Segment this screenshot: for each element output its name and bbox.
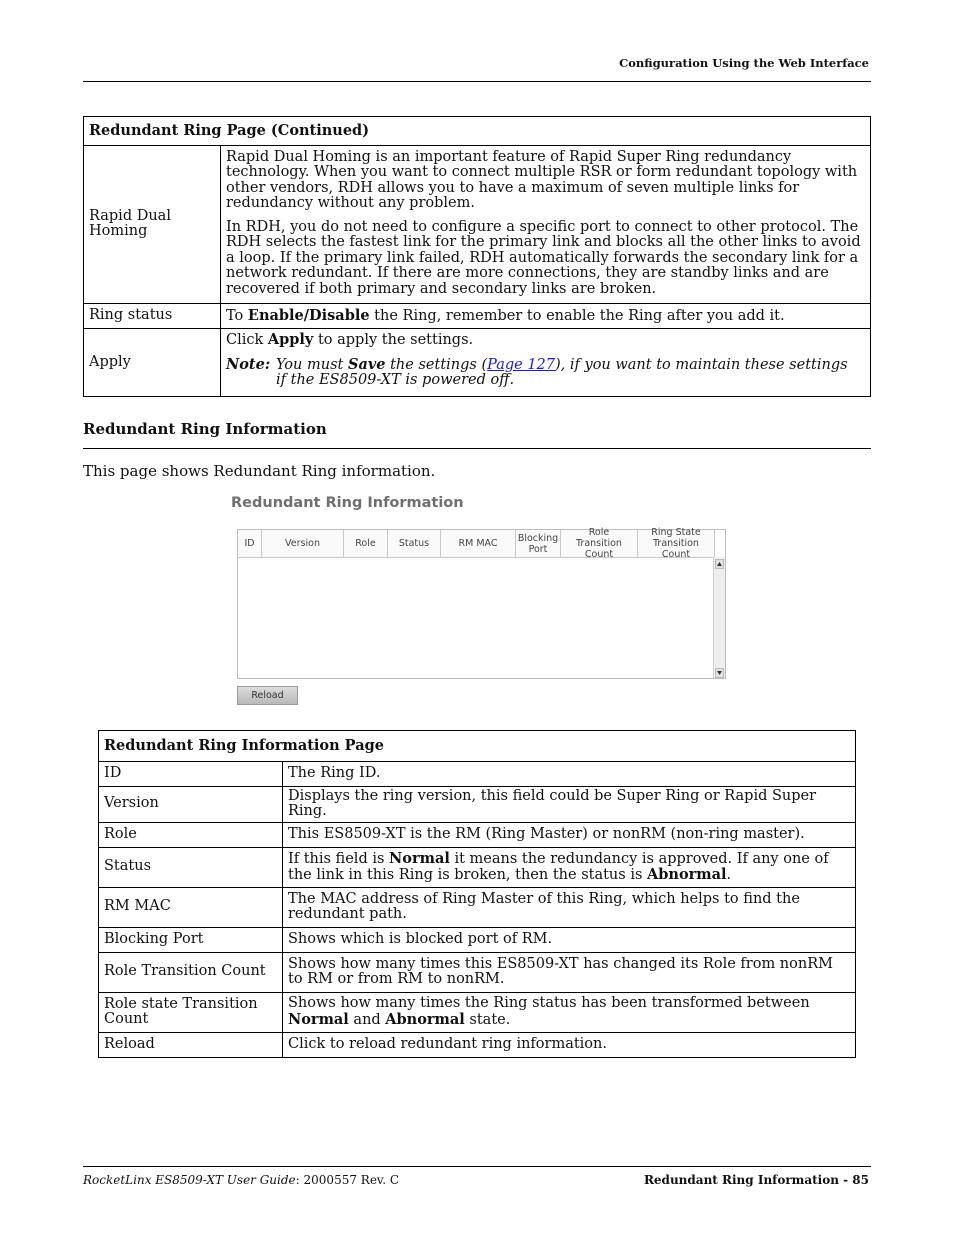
row-label: RM MAC <box>99 887 283 927</box>
running-header: Configuration Using the Web Interface <box>619 56 869 70</box>
header-rule <box>83 81 871 82</box>
row-description: The Ring ID. <box>283 761 856 786</box>
ring-info-grid <box>237 529 726 679</box>
table-row <box>99 992 856 1032</box>
table-row <box>99 1032 856 1057</box>
row-description: Displays the ring version, this field could be Super Ring or Rapid Super Ring. <box>283 786 856 822</box>
column-header-id[interactable]: ID <box>238 530 262 557</box>
column-header-status[interactable]: Status <box>388 530 441 557</box>
column-header-role-transition-count[interactable]: Role Transition Count <box>561 530 638 557</box>
page-127-link[interactable]: Page 127 <box>487 356 556 373</box>
footer-page-label: Redundant Ring Information - 85 <box>643 1173 869 1187</box>
table-heading: Redundant Ring Information Page <box>99 731 856 762</box>
row-label: Rapid Dual Homing <box>84 145 221 304</box>
column-header-blocking-port[interactable]: Blocking Port <box>516 530 561 557</box>
grid-header <box>238 527 715 560</box>
row-description: This ES8509-XT is the RM (Ring Master) or nonRM (non-ring master). <box>283 822 856 847</box>
row-label: Blocking Port <box>99 927 283 952</box>
row-description: The MAC address of Ring Master of this Ring, which helps to find the redundant path. <box>283 887 856 927</box>
note: Note: You must Save the settings (Page 127), if you want to maintain these settings if the ES8509-XT is powered off. <box>226 355 848 388</box>
row-label: ID <box>99 761 283 786</box>
row-description: Shows which is blocked port of RM. <box>283 927 856 952</box>
table-row <box>99 887 856 927</box>
scroll-down-icon[interactable] <box>715 668 724 678</box>
table-row <box>84 329 871 397</box>
row-label: Role state Transition Count <box>99 992 283 1032</box>
table-row <box>99 761 856 786</box>
column-header-role[interactable]: Role <box>344 530 388 557</box>
intro-text: This page shows Redundant Ring information. <box>83 462 436 480</box>
row-label: Reload <box>99 1032 283 1057</box>
footer-rule <box>83 1166 871 1167</box>
table-heading: Redundant Ring Page (Continued) <box>84 117 871 146</box>
row-description: Click to reload redundant ring information. <box>283 1032 856 1057</box>
rdh-description-2: In RDH, you do not need to configure a specific port to connect to other protocol. The RDH selects the fastest link for the primary link and blocks all the other links to avoid a loop. If the primary link failed, RDH automatically forwards the secondary link for a network redundant. If there are more connections, they are standby links and are recovered if both primary and secondary links are broken. <box>226 218 861 297</box>
section-rule <box>83 448 871 449</box>
table-row <box>99 786 856 822</box>
scroll-up-icon[interactable] <box>715 559 724 569</box>
row-label: Status <box>99 847 283 887</box>
row-description: Shows how many times the Ring status has been transformed between Normal and Abnormal state. <box>283 992 856 1032</box>
table-row <box>84 304 871 329</box>
vertical-scrollbar[interactable] <box>713 557 725 678</box>
table-row <box>99 847 856 887</box>
column-header-ring-state-transition-count[interactable]: Ring State Transition Count <box>638 530 715 557</box>
row-label: Apply <box>84 329 221 397</box>
redundant-ring-page-table <box>83 116 871 397</box>
panel-title: Redundant Ring Information <box>231 495 464 511</box>
row-label: Ring status <box>84 304 221 329</box>
column-header-version[interactable]: Version <box>262 530 344 557</box>
row-label: Role <box>99 822 283 847</box>
table-row <box>99 952 856 992</box>
table-row <box>99 927 856 952</box>
column-header-rm-mac[interactable]: RM MAC <box>441 530 516 557</box>
footer-guide-title: RocketLinx ES8509-XT User Guide: 2000557 Rev. C <box>83 1173 400 1187</box>
rdh-description-1: Rapid Dual Homing is an important feature of Rapid Super Ring redundancy technology. When you want to connect multiple RSR or form redundant topology with other vendors, RDH allows you to have a maximum of seven multiple links for redundancy without any problem. <box>226 148 858 211</box>
apply-description: Click Apply to apply the settings. <box>226 331 474 348</box>
row-label: Version <box>99 786 283 822</box>
row-description: To Enable/Disable the Ring, remember to enable the Ring after you add it. <box>221 304 871 329</box>
ring-information-page-table <box>98 730 856 1058</box>
table-row <box>99 822 856 847</box>
table-row <box>84 145 871 304</box>
row-description: If this field is Normal it means the redundancy is approved. If any one of the link in this Ring is broken, then the status is Abnormal. <box>283 847 856 887</box>
row-label: Role Transition Count <box>99 952 283 992</box>
reload-button[interactable]: Reload <box>237 686 298 705</box>
row-description: Shows how many times this ES8509-XT has changed its Role from nonRM to RM or from RM to nonRM. <box>283 952 856 992</box>
section-heading: Redundant Ring Information <box>83 420 327 438</box>
